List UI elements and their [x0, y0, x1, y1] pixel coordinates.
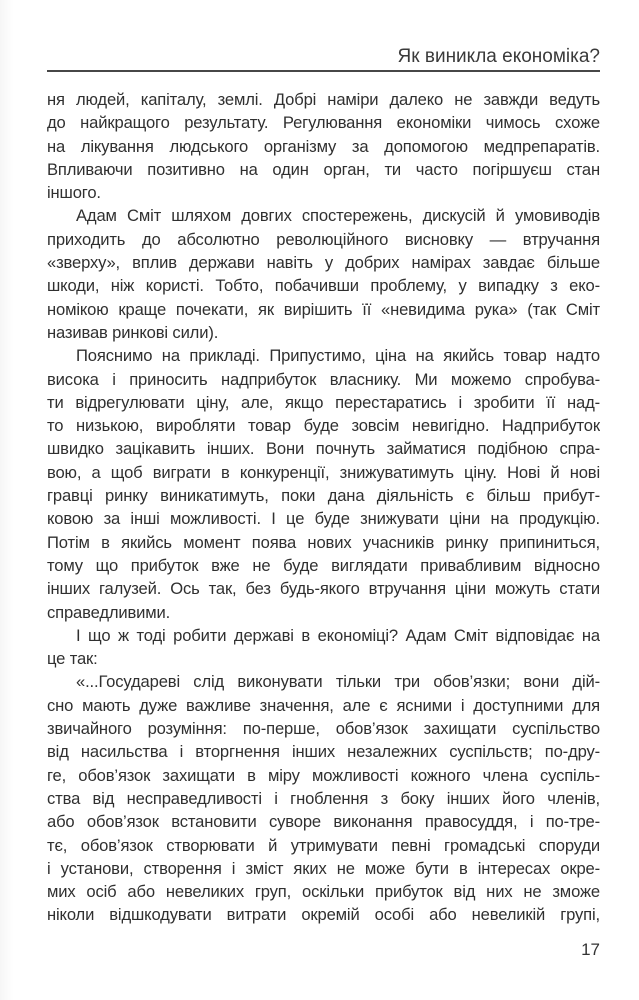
text-line: це так: — [47, 649, 98, 669]
text-line: звичайного розуміння: по-перше, обов’язок захищати суспільство — [47, 719, 600, 739]
text-line: Впливаючи позитивно на один орган, ти часто погіршуєш стан — [47, 159, 600, 179]
page-number: 17 — [581, 940, 600, 959]
text-line: швидко зацікавить інших. Вони почнуть займатися подібною спра- — [47, 439, 600, 459]
text-line: ства від несправедливості і гноблення з боку інших його членів, — [47, 788, 600, 808]
text-line: до найкращого результату. Регулювання економіки чимось схоже — [47, 113, 600, 133]
text-line: приходить до абсолютно революційного висновку — втручання — [47, 229, 600, 249]
text-line: або обов’язок встановити суворе виконання правосуддя, і по-тре- — [47, 812, 600, 832]
text-line: ти відрегулювати ціну, але, якщо перестаратись і зробити її над- — [47, 392, 600, 412]
text-line: ге, обов’язок захищати в міру можливості кожного члена суспіль- — [47, 765, 600, 785]
text-line: «...Государеві слід виконувати тільки три обов’язки; вони дій- — [76, 672, 600, 692]
text-line: Потім в якийсь момент поява нових учасників ринку припиниться, — [47, 532, 600, 552]
text-line: мих осіб або невеликих груп, оскільки прибуток від них не зможе — [47, 882, 600, 902]
text-line: називав ринкові сили). — [47, 322, 219, 342]
text-line: інших галузей. Ось так, без будь-якого втручання ціни можуть стати — [47, 579, 600, 599]
text-line: І що ж тоді робити державі в економіці? Адам Сміт відповідає на — [76, 625, 600, 645]
text-line: Пояснимо на прикладі. Припустимо, ціна на якийсь товар надто — [76, 346, 600, 366]
text-line: справедливими. — [47, 602, 171, 622]
text-line: Адам Сміт шляхом довгих спостережень, дискусій й умовиводів — [76, 206, 600, 226]
header-rule — [47, 70, 600, 72]
text-line: ня людей, капіталу, землі. Добрі наміри далеко не завжди ведуть — [47, 90, 600, 109]
text-line: висока і приносить надприбуток власнику. Ми можемо спробува- — [47, 369, 600, 389]
text-line: сно мають дуже важливе значення, але є ясними і доступними для — [47, 695, 600, 715]
text-line: тє, обов’язок створювати й утримувати певні громадські споруди — [47, 835, 600, 855]
text-line: ніколи відшкодувати витрати окремій особі або невеликій групі, — [47, 905, 600, 925]
running-header-title: Як виникла економіка? — [397, 46, 600, 67]
text-line: «зверху», вплив держави навіть у добрих намірах завдає більше — [47, 253, 600, 273]
text-line: гравці ринку виникатимуть, поки дана діяльність є більш прибут- — [47, 486, 600, 506]
text-line: то низькою, виробляти товар буде зовсім невигідно. Надприбуток — [47, 416, 600, 436]
body-text-column — [47, 88, 600, 927]
text-line: номікою краще почекати, як вирішить її «невидима рука» (так Сміт — [47, 299, 600, 319]
text-line: іншого. — [47, 183, 101, 203]
text-line: на лікування людського організму за допомогою медпрепаратів. — [47, 136, 600, 156]
text-line: від насильства і вторгнення інших незалежних суспільств; по-дру- — [47, 742, 600, 762]
text-line: ковою за інші можливості. І це буде знижувати ціни на продукцію. — [47, 509, 600, 529]
text-line: шкоди, ніж користі. Тобто, побачивши проблему, у випадку з еко- — [47, 276, 600, 296]
text-line: вою, а щоб виграти в конкуренції, знижуватимуть ціну. Нові й нові — [47, 462, 600, 482]
text-line: і установи, створення і зміст яких не може бути в інтересах окре- — [47, 858, 600, 878]
text-line: тому що прибуток вже не буде виглядати привабливим відносно — [47, 555, 600, 575]
